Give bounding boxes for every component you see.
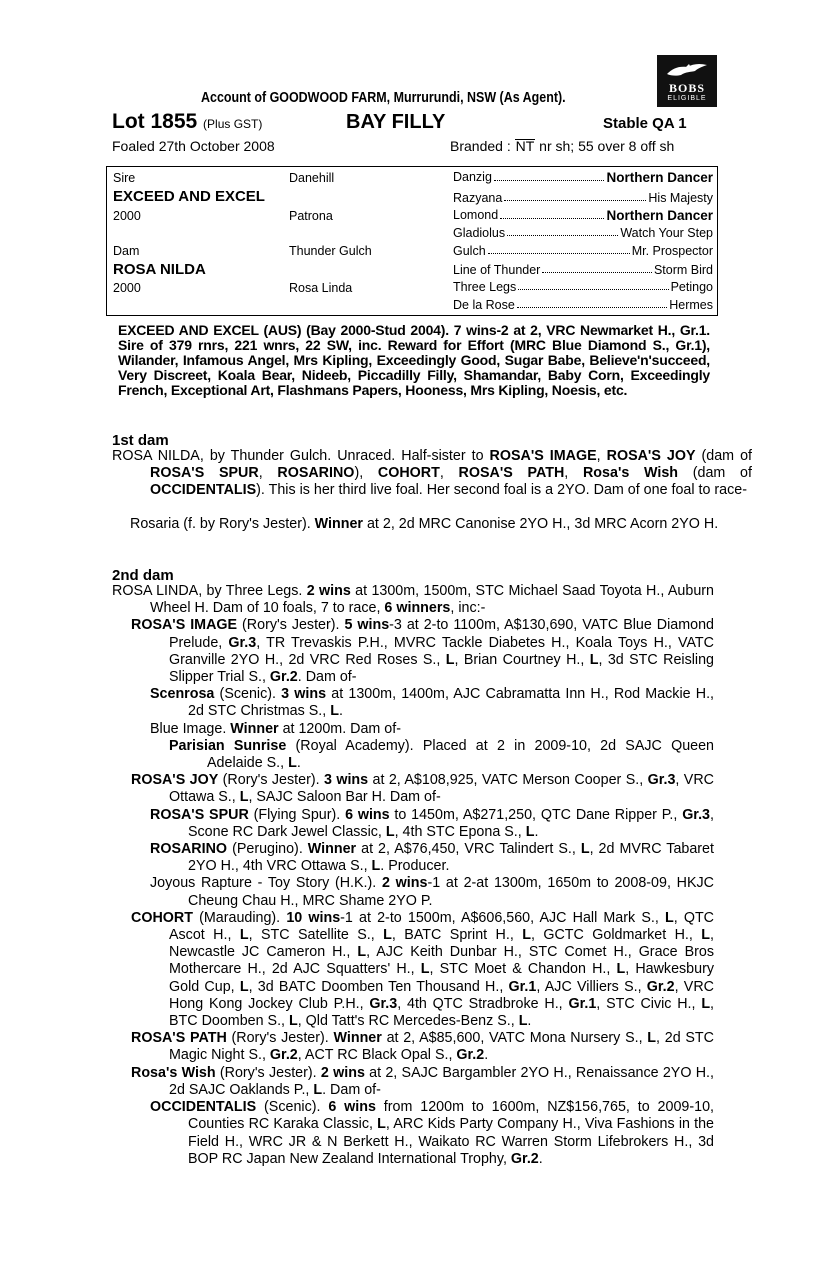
text-run: at 2, 2d MRC Canonise 2YO H., 3d MRC Acorn 2YO H.: [363, 516, 719, 532]
bold-run: 2 wins: [320, 1064, 365, 1081]
bold-run: L: [701, 927, 711, 944]
text-run: -1 at 2-to 1500m, A$606,560, AJC Hall Mark S.,: [340, 909, 665, 926]
text-run: Joyous Rapture - Toy Story (H.K.).: [150, 875, 382, 892]
bold-run: L: [701, 995, 711, 1012]
grandsire-sire: Danehill: [289, 171, 335, 185]
bold-run: L: [288, 1013, 298, 1030]
text-run: .: [296, 755, 301, 772]
text-run: at 2, A$108,925, VATC Merson Cooper S.,: [368, 772, 648, 789]
sire-year: 2000: [113, 209, 141, 223]
bold-run: Gr.3: [682, 806, 711, 823]
text-run: , SAJC Saloon Bar H. Dam of-: [248, 789, 441, 806]
text-run: (Rory's Jester).: [218, 772, 324, 789]
bold-run: 3 wins: [323, 772, 369, 789]
bold-run: Gr.1: [508, 978, 537, 995]
bobs-eligible-logo: [657, 55, 717, 107]
vendor-account: Account of GOODWOOD FARM, Murrurundi, NSW (As Agent).: [201, 90, 566, 106]
text-run: (dam of: [678, 465, 752, 482]
text-run: at 1200m. Dam of-: [278, 720, 401, 737]
text-run: , BTC Doomben S.,: [169, 995, 715, 1030]
bold-run: Gr.3: [647, 772, 676, 789]
text-run: , STC Moet & Chandon H.,: [429, 961, 617, 978]
pedigree-paragraph: [112, 1030, 714, 1064]
bold-run: 6 winners: [384, 600, 451, 617]
ggp-row: Gladiolus Watch Your Step: [453, 226, 713, 240]
bold-run: COHORT: [377, 465, 440, 482]
text-run: , 2d MVRC Tabaret 2YO H., 4th VRC Ottawa S.,: [188, 841, 714, 875]
bold-run: OCCIDENTALIS: [150, 482, 257, 499]
dam-year: 2000: [113, 281, 141, 295]
bold-run: ROSA'S IMAGE: [489, 448, 597, 464]
text-run: .: [534, 823, 539, 840]
bold-run: Gr.2: [646, 978, 675, 995]
bold-run: Gr.1: [568, 995, 597, 1012]
bold-run: ROSA'S PATH: [458, 465, 565, 482]
sire-label: Sire: [113, 171, 136, 185]
text-run: .: [538, 1150, 543, 1167]
text-run: , BATC Sprint H.,: [391, 927, 523, 944]
text-run: from 1200m to 1600m, NZ$156,765, to 2009-10, Counties RC Karaka Classic,: [188, 1099, 714, 1133]
first-dam-paragraph: [112, 448, 752, 500]
bold-run: L: [377, 1116, 386, 1133]
bold-run: ROSA'S PATH: [131, 1030, 227, 1047]
dam-name: ROSA NILDA: [113, 261, 206, 278]
text-run: , 3d BATC Doomben Ten Thousand H.,: [248, 978, 509, 995]
bold-run: L: [522, 927, 531, 944]
text-run: , ACT RC Black Opal S.,: [297, 1047, 457, 1064]
pedigree-paragraph: [112, 772, 714, 806]
ggp-row: Lomond Northern Dancer: [453, 208, 713, 223]
pedigree-paragraph: [112, 583, 714, 617]
text-run: at 2, A$85,600, VATC Mona Nursery S.,: [381, 1030, 648, 1047]
text-run: at 2, A$76,450, VRC Talindert S.,: [356, 841, 581, 858]
sire-summary: EXCEED AND EXCEL (AUS) (Bay 2000-Stud 2004). 7 wins-2 at 2, VRC Newmarket H., Gr.1. Sire of 379 rnrs, 221 wnrs, 22 SW, inc. Reward for Effort (MRC Blue Diamond S., Gr.1), Wilander, Infamous Angel, Mrs Kipling, Exceedingly Good, Sugar Babe, Believe'n'succeed, Very Discreet, Koala Bear, Nideeb, Piccadilly Filly, Shamandar, Baby Corn, Exceedingly French, Exceptional Art, Flashmans Papers, Hooness, Mrs Kipling, Noesis, etc.: [118, 322, 710, 398]
text-run: ). This is her third live foal. Her second foal is a 2YO. Dam of one foal to race-: [256, 482, 747, 499]
text-run: (Marauding).: [192, 909, 287, 926]
lot-label: Lot 1855: [112, 110, 198, 133]
bold-run: Gr.2: [269, 1047, 298, 1064]
stable-location: Stable QA 1: [603, 115, 687, 132]
text-run: ROSA NILDA, by Thunder Gulch. Unraced. Half-sister to: [112, 448, 490, 464]
text-run: .: [527, 1013, 532, 1030]
text-run: ),: [354, 465, 378, 482]
first-dam-heading: 1st dam: [112, 432, 169, 449]
ggp-row: Razyana His Majesty: [453, 191, 713, 205]
bold-run: L: [313, 1081, 323, 1098]
pedigree-paragraph: [112, 738, 714, 772]
text-run: (Perugino).: [227, 841, 308, 858]
bold-run: L: [518, 1013, 528, 1030]
text-run: , TR Trevaskis P.H., MVRC Tackle Diabetes H., Koala Toys H., VATC Granville 2YO H., 2d VRC Red Roses S.,: [169, 634, 714, 668]
text-run: , Scone RC Dark Jewel Classic,: [188, 806, 714, 840]
text-run: , ARC Kids Party Company H., Viva Fashions in the Field H., WRC JR & N Berkett H., Waikato RC Warren Storm Lifebrokers H., 3d BOP RC Japan New Zealand International Trophy,: [188, 1116, 714, 1167]
bold-run: Winner: [307, 841, 357, 858]
text-run: , 3d STC Reisling Slipper Trial S.,: [169, 651, 714, 686]
text-run: ,: [439, 465, 459, 482]
ggp-row: Three Legs Petingo: [453, 280, 713, 294]
text-run: ROSA LINDA, by Three Legs.: [112, 583, 307, 599]
pedigree-paragraph: [112, 910, 714, 1030]
bold-run: ROSARINO: [150, 841, 228, 858]
bold-run: Parisian Sunrise: [169, 737, 287, 754]
gst-note: (Plus GST): [203, 117, 263, 131]
bold-run: Winner: [333, 1030, 382, 1047]
bold-run: 5 wins: [344, 617, 390, 634]
horse-sex-colour: BAY FILLY: [346, 111, 446, 133]
text-run: (dam of: [695, 448, 752, 464]
logo-eligible-text: ELIGIBLE: [667, 95, 707, 102]
text-run: ,: [596, 448, 607, 464]
granddam-dam: Rosa Linda: [289, 281, 353, 295]
text-run: , AJC Keith Dunbar H., STC Comet H., Grace Bros Mothercare H., 2d AJC Squatters' H.,: [169, 944, 714, 978]
brand-mark: NT: [515, 138, 535, 154]
bold-run: L: [445, 651, 455, 668]
text-run: , Hawkesbury Gold Cup,: [169, 961, 714, 995]
bold-run: ROSA'S SPUR: [150, 806, 249, 823]
bold-run: 3 wins: [281, 686, 327, 703]
text-run: , QTC Ascot H.,: [169, 909, 715, 944]
text-run: . Dam of-: [297, 669, 357, 686]
text-run: , Qld Tatt's RC Mercedes-Benz S.,: [297, 1013, 519, 1030]
text-run: (Rory's Jester).: [215, 1064, 321, 1081]
second-dam-section: [112, 583, 714, 1168]
bold-run: L: [580, 841, 590, 858]
pedigree-paragraph: [112, 617, 714, 686]
text-run: (Rory's Jester).: [237, 617, 345, 634]
text-run: (Flying Spur).: [248, 806, 346, 823]
bold-run: Gr.3: [369, 995, 398, 1012]
bold-run: Gr.2: [269, 669, 298, 686]
bold-run: L: [664, 909, 674, 926]
text-run: , AJC Villiers S.,: [536, 978, 647, 995]
dam-label: Dam: [113, 244, 140, 258]
lot-number: [112, 110, 262, 134]
text-run: , Brian Courtney H.,: [454, 651, 590, 668]
granddam-sire: Patrona: [289, 209, 333, 223]
second-dam-heading: 2nd dam: [112, 567, 174, 584]
text-run: at 1300m, 1400m, AJC Cabramatta Inn H., Rod Mackie H., 2d STC Christmas S.,: [188, 686, 715, 720]
bold-run: ROSA'S IMAGE: [131, 617, 238, 634]
branded-label: Branded :: [450, 138, 515, 154]
ggp-row: Line of Thunder Storm Bird: [453, 263, 713, 277]
text-run: , 4th QTC Stradbroke H.,: [397, 995, 569, 1012]
text-run: (Royal Academy). Placed at 2 in 2009-10, 2d SAJC Queen Adelaide S.,: [207, 737, 715, 772]
text-run: at 2, SAJC Bargambler 2YO H., Renaissance 2YO H., 2d SAJC Oaklands P.,: [169, 1064, 714, 1098]
text-run: ,: [564, 465, 583, 482]
bold-run: Scenrosa: [150, 686, 215, 703]
text-run: , VRC Hong Kong Jockey Club P.H.,: [169, 978, 714, 1012]
pedigree-table: [106, 166, 718, 316]
bold-run: Winner: [230, 720, 279, 737]
text-run: . Producer.: [380, 858, 450, 875]
bold-run: Gr.2: [510, 1150, 539, 1167]
sire-name: EXCEED AND EXCEL: [113, 188, 265, 205]
text-run: , STC Civic H.,: [596, 995, 702, 1012]
text-run: . Dam of-: [322, 1081, 381, 1098]
bold-run: L: [616, 961, 626, 978]
text-run: , 2d STC Magic Night S.,: [169, 1030, 714, 1064]
bold-run: L: [288, 755, 297, 772]
text-run: (Scenic).: [214, 686, 282, 703]
bold-run: 6 wins: [328, 1099, 376, 1116]
pedigree-paragraph: [112, 807, 714, 841]
pedigree-paragraph: [112, 875, 714, 909]
pedigree-paragraph: [112, 841, 714, 875]
text-run: , GCTC Goldmarket H.,: [530, 927, 702, 944]
bold-run: Gr.3: [228, 634, 257, 651]
first-dam-produce: [130, 516, 752, 533]
bold-run: ROSARINO: [277, 465, 355, 482]
foaled-date: Foaled 27th October 2008: [112, 138, 275, 154]
bold-run: L: [525, 823, 535, 840]
bold-run: L: [239, 789, 249, 806]
text-run: , Newcastle JC Cameron H.,: [169, 927, 714, 961]
ggp-row: Danzig Northern Dancer: [453, 170, 713, 185]
pedigree-paragraph: [112, 1065, 714, 1099]
bold-run: L: [647, 1030, 657, 1047]
bold-run: Rosa's Wish: [131, 1064, 216, 1081]
text-run: to 1450m, A$271,250, QTC Dane Ripper P.,: [389, 806, 683, 823]
bold-run: ROSA'S SPUR: [150, 465, 259, 482]
bold-run: Winner: [314, 516, 363, 532]
bold-run: ROSA'S JOY: [606, 448, 696, 464]
text-run: , STC Satellite S.,: [248, 927, 384, 944]
branded-rest: nr sh; 55 over 8 off sh: [535, 138, 675, 154]
text-run: .: [338, 703, 343, 720]
bold-run: 10 wins: [286, 909, 341, 926]
bold-run: 2 wins: [382, 875, 428, 892]
ggp-row: De la Rose Hermes: [453, 298, 713, 312]
text-run: -3 at 2-to 1100m, A$130,690, VATC Blue Diamond Prelude,: [169, 617, 715, 651]
brand-description: [450, 138, 674, 154]
bold-run: Rosa's Wish: [582, 465, 679, 482]
text-run: , 4th STC Epona S.,: [394, 823, 526, 840]
bold-run: L: [371, 858, 381, 875]
ggp-row: Gulch Mr. Prospector: [453, 244, 713, 258]
pedigree-paragraph: [112, 721, 714, 738]
bold-run: L: [330, 703, 339, 720]
bold-run: COHORT: [131, 909, 193, 926]
bold-run: L: [239, 978, 249, 995]
text-run: at 1300m, 1500m, STC Michael Saad Toyota H., Auburn Wheel H. Dam of 10 foals, 7 to race,: [150, 583, 714, 617]
text-run: (Rory's Jester).: [226, 1030, 334, 1047]
bold-run: L: [239, 927, 249, 944]
grandsire-dam: Thunder Gulch: [289, 244, 372, 258]
text-run: (Scenic).: [256, 1099, 329, 1116]
text-run: , VRC Ottawa S.,: [169, 772, 714, 806]
bold-run: L: [357, 944, 367, 961]
logo-bobs-text: BOBS: [668, 81, 705, 95]
bold-run: Gr.2: [456, 1047, 485, 1064]
text-run: Blue Image.: [150, 720, 231, 737]
bold-run: L: [383, 927, 392, 944]
bold-run: L: [385, 823, 395, 840]
bold-run: L: [589, 651, 599, 668]
bold-run: 2 wins: [306, 583, 351, 599]
pedigree-paragraph: [112, 1099, 714, 1168]
bold-run: ROSA'S JOY: [131, 772, 219, 789]
horse-icon: [665, 60, 709, 80]
text-run: -1 at 2-at 1300m, 1650m to 2008-09, HKJC Cheung Chau H., MRC Shame 2YO P.: [188, 875, 714, 909]
pedigree-paragraph: [112, 686, 714, 720]
bold-run: 6 wins: [345, 806, 390, 823]
bold-run: L: [420, 961, 430, 978]
text-run: Rosaria (f. by Rory's Jester).: [130, 516, 315, 532]
text-run: .: [484, 1047, 489, 1064]
text-run: ,: [258, 465, 278, 482]
bold-run: OCCIDENTALIS: [150, 1099, 257, 1116]
text-run: , inc:-: [450, 600, 486, 617]
